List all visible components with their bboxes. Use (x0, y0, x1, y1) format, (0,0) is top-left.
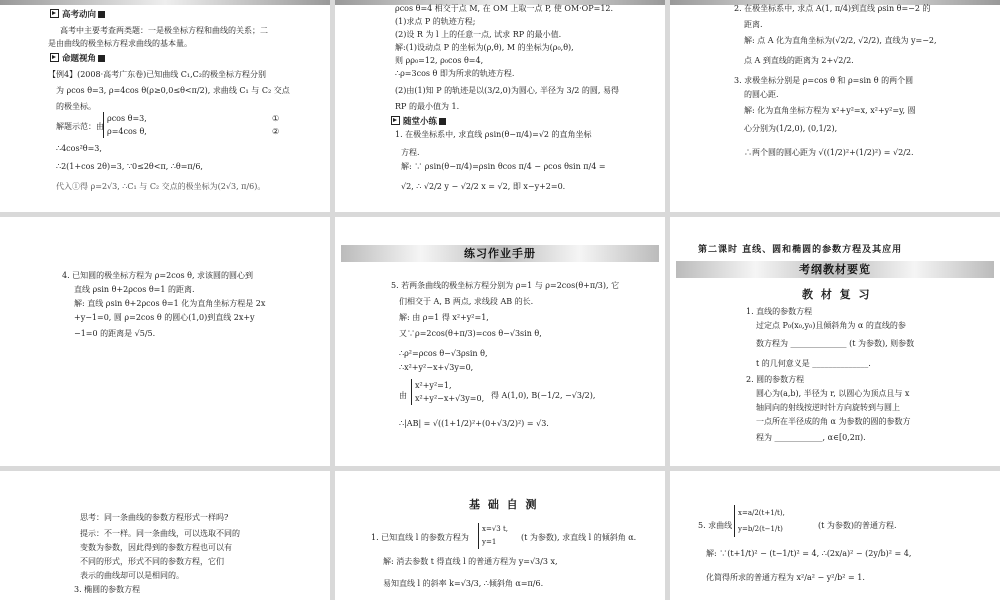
text-line: ∴ρ=3cos θ 即为所求的轨迹方程. (395, 69, 515, 78)
tip-line: 变数为参数，因此得到的参数方程也可以有 (80, 543, 232, 552)
answer-line: 易知直线 l 的斜率 k=√3/3, ∴倾斜角 α=π/6. (383, 579, 544, 588)
text-line: 解:(1)设动点 P 的坐标为(ρ,θ), M 的坐标为(ρ₀,θ), (395, 43, 574, 52)
subsection-heading: 1. 直线的参数方程 (746, 307, 813, 316)
text-line: ρcos θ=4 相交于点 M, 在 OM 上取一点 P, 使 OM·OP=12. (395, 4, 614, 13)
text-line: 数方程为 ______________ (t 为参数), 则参数 (756, 339, 915, 348)
solution-line: ∴2(1+cos 2θ)=3, ∵0≤2θ<π, ∴θ=π/6, (56, 162, 203, 171)
answer-line: 解: 消去参数 t 得直线 l 的普通方程为 y=√3/3 x, (383, 557, 558, 566)
heading-text: 随堂小练 (403, 117, 438, 127)
text-line: (2)设 R 为 l 上的任意一点, 试求 RP 的最小值. (395, 30, 562, 39)
heading-text: 高考动向 (62, 10, 97, 20)
text-line: 则 ρρ₀=12, ρ₀cos θ=4, (395, 56, 484, 65)
tip-line: 提示：不一样。同一条曲线，可以选取不同的 (80, 529, 240, 538)
equation: x²+y²−x+√3y=0, (415, 394, 485, 403)
text-line: RP 的最小值为 1. (395, 102, 460, 111)
tip-line: 不同的形式，形式不同的参数方程，它们 (80, 557, 224, 566)
arrow-box-icon (50, 9, 59, 18)
question-line: 5. 求曲线 (698, 521, 733, 530)
square-icon (98, 11, 105, 18)
equation-system (411, 379, 484, 405)
question-line: (t 为参数), 求直线 l 的倾斜角 α. (521, 533, 637, 542)
answer-line: 又∵ρ=2cos(θ+π/3)=cos θ−√3sin θ, (399, 329, 542, 338)
heading-text: 命题视角 (62, 54, 97, 64)
tip-line: 表示的曲线却可以是相同的。 (80, 571, 184, 580)
equation: ρcos θ=3, (107, 114, 147, 123)
text-line: (1)求点 P 的轨迹方程; (395, 17, 476, 26)
question-line: 1. 已知直线 l 的参数方程为 (371, 533, 469, 542)
think-question: 思考：同一条曲线的参数方程形式一样吗? (80, 513, 229, 522)
equation: x=√3 t, (482, 525, 508, 533)
equation: ρ=4cos θ, (107, 127, 147, 136)
slide-2 (335, 0, 665, 212)
text-line: 一点所在半径成的角 α 为参数的圆的参数方 (756, 417, 911, 426)
answer-line: 解: ∵ ρsin(θ−π/4)=ρsin θcos π/4 − ρcos θsin π/4 = (401, 162, 606, 171)
answer-line: 解: 化为直角坐标方程为 x²+y²=x, x²+y²=y, 圆 (744, 106, 916, 115)
answer-line: +y−1=0, 圆 ρ=2cos θ 的圆心(1,0)到直线 2x+y (74, 313, 255, 322)
slide-7 (0, 471, 330, 600)
slide-top-banner (0, 0, 330, 5)
slide-1 (0, 0, 330, 212)
subsection-heading: 3. 椭圆的参数方程 (74, 585, 141, 594)
paragraph-line: 是由曲线的极坐标方程求曲线的基本量。 (48, 39, 192, 48)
answer-line: −1=0 的距离是 √5/5. (74, 329, 156, 338)
question-line: 3. 求极坐标分别是 ρ=cos θ 和 ρ=sin θ 的两个圆 (734, 76, 914, 85)
paragraph-line: 高考中主要考查两类题：一是极坐标方程和曲线的关系；二 (60, 26, 268, 35)
answer-line: √2, ∴ √2/2 y − √2/2 x = √2, 即 x−y+2=0. (401, 182, 566, 191)
equation-number: ① (272, 114, 280, 123)
answer-line: 解: 直线 ρsin θ+2ρcos θ=1 化为直角坐标方程是 2x (74, 299, 266, 308)
text-line: 圆心为(a,b), 半径为 r, 以圆心为顶点且与 x (756, 389, 910, 398)
answer-line: ∴两个圆的圆心距为 √((1/2)²+(1/2)²) = √2/2. (744, 148, 914, 157)
equation: x=a/2(t+1/t), (738, 509, 785, 517)
answer-line: 解: 由 ρ=1 得 x²+y²=1, (399, 313, 489, 322)
question-line: 距离. (744, 20, 763, 29)
question-line: 方程. (401, 148, 420, 157)
lesson-title: 第二课时 直线、圆和椭圆的参数方程及其应用 (698, 245, 903, 255)
equation-system (103, 112, 147, 138)
section-heading (50, 8, 105, 23)
answer-line: 解: 点 A 化为直角坐标为(√2/2, √2/2), 直线为 y=−2, (744, 36, 937, 45)
slide-9 (670, 471, 1000, 600)
question-line: 1. 在极坐标系中, 求直线 ρsin(θ−π/4)=√2 的直角坐标 (395, 130, 592, 139)
solution-label: 解题示范：由 (56, 122, 104, 131)
slide-6 (670, 217, 1000, 466)
section-banner: 练习作业手册 (341, 245, 659, 262)
subsection-heading: 2. 圆的参数方程 (746, 375, 805, 384)
arrow-box-icon (50, 53, 59, 62)
text-line: 轴同向的射线按逆时针方向旋转到与圆上 (756, 403, 900, 412)
example-line: 的极坐标。 (56, 102, 96, 111)
solution-line: ∴4cos²θ=3, (56, 144, 102, 153)
arrow-box-icon (391, 116, 400, 125)
slide-3 (670, 0, 1000, 212)
example-line: 为 ρcos θ=3, ρ=4cos θ(ρ≥0,0≤θ<π/2), 求曲线 C₁ 与 C₂ 交点 (56, 86, 290, 95)
question-line: 直线 ρsin θ+2ρcos θ=1 的距离. (74, 285, 195, 294)
equation-system (734, 505, 785, 537)
page-title: 基 础 自 测 (469, 498, 539, 511)
answer-line: 点 A 到直线的距离为 2+√2/2. (744, 56, 854, 65)
equation-number: ② (272, 127, 280, 136)
page-title: 教 材 复 习 (802, 288, 872, 301)
example-line: 【例4】(2008·高考广东卷)已知曲线 C₁,C₂的极坐标方程分别 (48, 70, 266, 79)
text-line: (2)由(1)知 P 的轨迹是以(3/2,0)为圆心, 半径为 3/2 的圆, 易得 (395, 86, 620, 95)
slide-5 (335, 217, 665, 466)
text-line: t 的几何意义是 ______________. (756, 359, 871, 368)
slide-4 (0, 217, 330, 466)
answer-line: ∴x²+y²−x+√3y=0, (399, 363, 474, 372)
text-line: 程为 ____________, α∈[0,2π). (756, 433, 866, 442)
answer-line: 心分别为(1/2,0), (0,1/2), (744, 124, 838, 133)
equation-system (478, 523, 508, 549)
answer-line: 化简得所求的普通方程为 x²/a² − y²/b² = 1. (706, 573, 865, 582)
text-line: 过定点 P₀(x₀,y₀)且倾斜角为 α 的直线的参 (756, 321, 906, 330)
equation: y=b/2(t−1/t) (738, 525, 783, 533)
solution-line: 代入①得 ρ=2√3, ∴C₁ 与 C₂ 交点的极坐标为(2√3, π/6)。 (56, 182, 266, 191)
question-line: 的圆心距. (744, 90, 779, 99)
slide-8 (335, 471, 665, 600)
equation: x²+y²=1, (415, 381, 452, 390)
question-line: (t 为参数)的普通方程. (818, 521, 897, 530)
section-banner: 考纲教材要览 (676, 261, 994, 278)
question-line: 们相交于 A, B 两点, 求线段 AB 的长. (399, 297, 534, 306)
answer-line: ∴|AB| = √((1+1/2)²+(0+√3/2)²) = √3. (399, 419, 549, 428)
question-line: 4. 已知圆的极坐标方程为 ρ=2cos θ, 求该圆的圆心到 (62, 271, 254, 280)
answer-line: 解: ∵(t+1/t)² − (t−1/t)² = 4, ∴(2x/a)² − (2y/b)² = 4, (706, 549, 912, 558)
answer-line: ∴ρ²=ρcos θ−√3ρsin θ, (399, 349, 488, 358)
question-line: 5. 若两条曲线的极坐标方程分别为 ρ=1 与 ρ=2cos(θ+π/3), 它 (391, 281, 620, 290)
answer-line: 由 (399, 391, 407, 400)
answer-line: 得 A(1,0), B(−1/2, −√3/2), (491, 391, 596, 400)
square-icon (439, 118, 446, 125)
square-icon (98, 55, 105, 62)
question-line: 2. 在极坐标系中, 求点 A(1, π/4)到直线 ρsin θ=−2 的 (734, 4, 931, 13)
section-heading (50, 52, 105, 67)
equation: y=1 (482, 538, 497, 546)
